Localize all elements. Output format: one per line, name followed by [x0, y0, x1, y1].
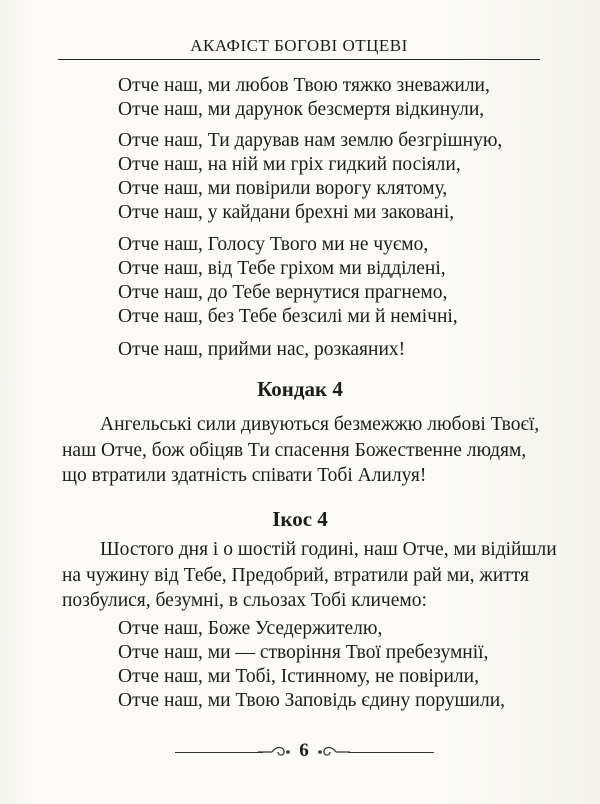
stanza-2: [118, 129, 502, 225]
paragraph-line: наш Отче, бож обіцяв Ти спасення Божественне людям,: [62, 439, 527, 461]
running-header: АКАФІСТ БОГОВІ ОТЦЕВІ: [190, 36, 408, 55]
ikos-heading: Ікос 4: [272, 507, 328, 531]
stanza-1: [118, 74, 490, 122]
ikos-text: [62, 537, 557, 614]
verse-line: Отче наш, Боже Уседержителю,: [118, 618, 383, 639]
verse-line: Отче наш, на ній ми гріх гидкий посіяли,: [118, 154, 461, 175]
verse-line: Отче наш, ми — створіння Твої пребезумнії,: [118, 642, 489, 663]
stanza-4: [118, 338, 405, 362]
footer-rule-left: [175, 752, 263, 753]
header-rule: [58, 59, 540, 60]
paragraph-line: позбулися, безумні, в сльозах Тобі кличемо:: [62, 590, 427, 611]
verse-line: Отче наш, до Тебе вернутися прагнемо,: [118, 282, 448, 303]
verse-line: Отче наш, у кайдани брехні ми заковані,: [118, 202, 455, 223]
stanza-3: [118, 233, 458, 329]
verse-line: Отче наш, прийми нас, розкаяних!: [118, 339, 406, 360]
paragraph-line: що втратили здатність співати Тобі Алилуя!: [62, 465, 427, 486]
page-footer: [0, 740, 600, 764]
paragraph-line: Шостого дня і о шостій годині, наш Отче, ми відійшли: [100, 539, 557, 560]
ornament-right-icon: [316, 744, 350, 760]
verse-line: Отче наш, Голосу Твого ми не чуємо,: [118, 234, 429, 255]
verse-line: Отче наш, ми повірили ворогу клятому,: [118, 178, 448, 199]
verse-line: Отче наш, ми Твою Заповідь єдину порушили,: [118, 690, 506, 711]
ornament-left-icon: [258, 744, 292, 760]
verse-line: Отче наш, ми дарунок безсмертя відкинули,: [118, 99, 485, 120]
verse-line: Отче наш, ми любов Твою тяжко зневажили,: [118, 75, 490, 96]
verse-line: Отче наш, Ти дарував нам землю безгрішную,: [118, 130, 503, 151]
stanza-5: [118, 617, 505, 713]
verse-line: Отче наш, від Тебе гріхом ми відділені,: [118, 258, 446, 279]
paragraph-line: Ангельські сили дивуються безмежжю любові Твоєї,: [100, 414, 540, 435]
verse-line: Отче наш, ми Тобі, Істинному, не повірили,: [118, 666, 479, 687]
paragraph-line: на чужину від Тебе, Предобрий, втратили рай ми, життя: [62, 564, 530, 586]
kondak-heading: Кондак 4: [257, 377, 343, 401]
kondak-text: [62, 412, 542, 489]
page-number: 6: [299, 740, 309, 761]
verse-line: Отче наш, без Тебе безсилі ми й немічні,: [118, 306, 458, 327]
footer-rule-right: [348, 752, 434, 753]
